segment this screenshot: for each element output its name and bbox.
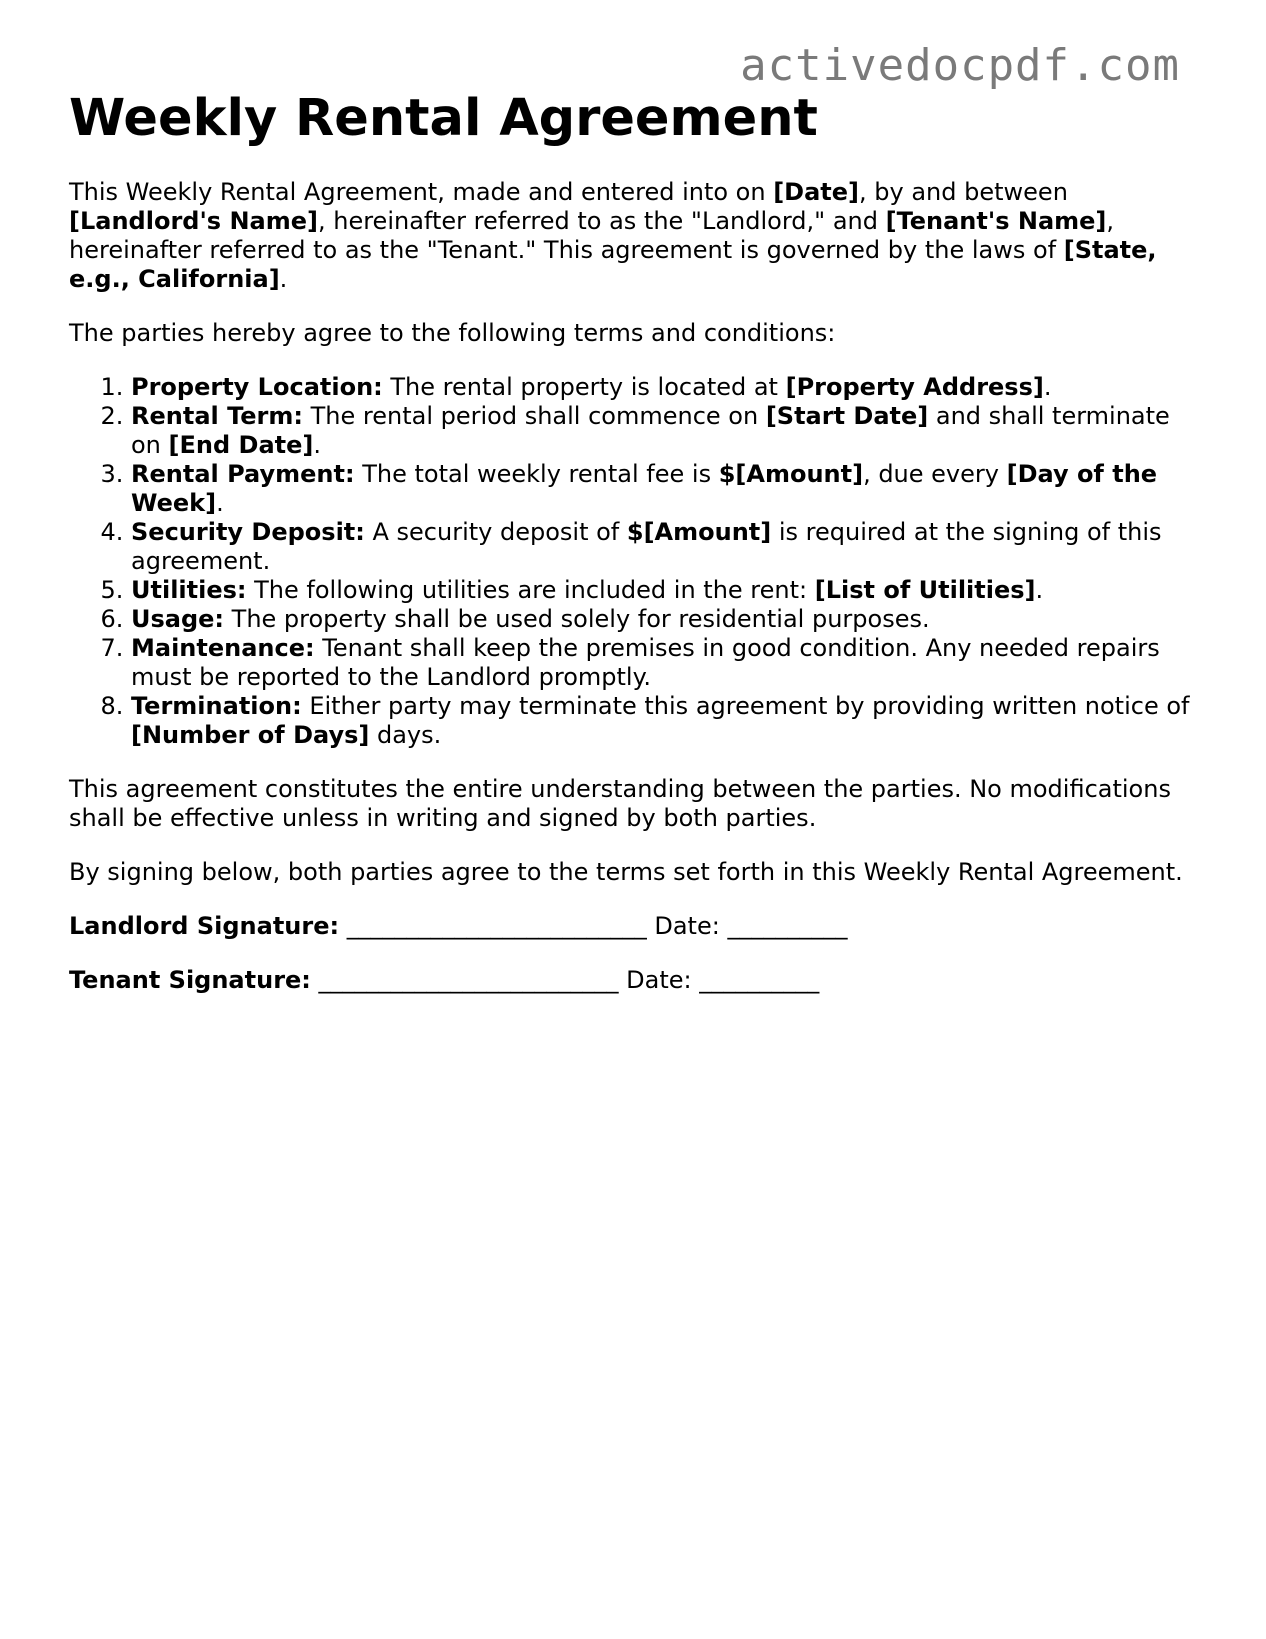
term-label: Utilities: xyxy=(131,576,247,604)
term-placeholder: [Number of Days] xyxy=(131,721,370,749)
date-placeholder: [Date] xyxy=(773,178,860,206)
intro-text: , hereinafter referred to as the "Landlord," and xyxy=(317,207,886,235)
term-placeholder: [List of Utilities] xyxy=(814,576,1036,604)
tenant-date-blank[interactable]: Date: __________ xyxy=(626,966,820,994)
page-title: Weekly Rental Agreement xyxy=(69,89,818,148)
tenant-signature-blank[interactable]: _________________________ xyxy=(310,966,627,994)
term-text: . xyxy=(313,431,321,459)
term-text: The following utilities are included in the rent: xyxy=(246,576,815,604)
term-placeholder: [End Date] xyxy=(168,431,314,459)
term-placeholder: $[Amount] xyxy=(626,518,772,546)
term-text: Either party may terminate this agreement by providing written notice of xyxy=(301,692,1190,720)
state-placeholder: [State, e.g., California] xyxy=(69,236,1157,293)
term-label: Property Location: xyxy=(131,373,383,401)
intro-text: , hereinafter referred to as the "Tenant." This agreement is governed by the laws of xyxy=(69,207,1115,264)
term-rental-term xyxy=(131,402,1199,460)
term-text: . xyxy=(1035,576,1044,604)
term-text: . xyxy=(216,489,224,517)
term-label: Maintenance: xyxy=(131,634,315,662)
terms-lead: The parties hereby agree to the following terms and conditions: xyxy=(69,319,836,347)
term-text: days. xyxy=(369,721,442,749)
tenant-name-placeholder: [Tenant's Name] xyxy=(885,207,1107,235)
term-placeholder: [Day of the Week] xyxy=(131,460,1158,517)
document-body xyxy=(69,86,1199,995)
term-security-deposit xyxy=(131,518,1199,576)
term-label: Security Deposit: xyxy=(131,518,365,546)
term-maintenance xyxy=(131,634,1199,692)
intro-text: This Weekly Rental Agreement, made and entered into on xyxy=(69,178,774,206)
tenant-signature-label: Tenant Signature: xyxy=(69,966,311,994)
term-text: and shall terminate on xyxy=(131,402,1170,459)
tenant-signature-line xyxy=(69,966,1199,995)
term-text: The property shall be used solely for residential purposes. xyxy=(224,605,930,633)
term-placeholder: [Property Address] xyxy=(785,373,1044,401)
term-label: Usage: xyxy=(131,605,225,633)
term-label: Rental Payment: xyxy=(131,460,355,488)
term-usage xyxy=(131,605,1199,634)
term-label: Rental Term: xyxy=(131,402,303,430)
term-text: . xyxy=(1043,373,1052,401)
terms-list xyxy=(69,373,1199,750)
term-label: Termination: xyxy=(131,692,302,720)
landlord-signature-label: Landlord Signature: xyxy=(69,912,340,940)
term-utilities xyxy=(131,576,1199,605)
term-text: Tenant shall keep the premises in good condition. Any needed repairs must be reported to the Landlord promptly. xyxy=(131,634,1160,691)
term-text: The rental property is located at xyxy=(382,373,786,401)
term-rental-payment xyxy=(131,460,1199,518)
term-placeholder: $[Amount] xyxy=(718,460,864,488)
term-placeholder: [Start Date] xyxy=(765,402,929,430)
landlord-name-placeholder: [Landlord's Name] xyxy=(69,207,318,235)
term-termination xyxy=(131,692,1199,750)
intro-text: . xyxy=(279,265,288,293)
intro-text: , by and between xyxy=(859,178,1068,206)
term-text: The rental period shall commence on xyxy=(303,402,766,430)
term-text: The total weekly rental fee is xyxy=(354,460,719,488)
term-text: , due every xyxy=(863,460,1007,488)
intro-paragraph xyxy=(69,178,1199,294)
landlord-date-blank[interactable]: Date: __________ xyxy=(654,912,848,940)
landlord-signature-line xyxy=(69,912,1199,941)
landlord-signature-blank[interactable]: _________________________ xyxy=(339,912,655,940)
watermark: activedocpdf.com xyxy=(740,40,1180,91)
closing-paragraph: This agreement constitutes the entire understanding between the parties. No modifications shall be effective unless in writing and signed by both parties. xyxy=(69,775,1171,832)
term-text: is required at the signing of this agreement. xyxy=(131,518,1162,575)
term-property-location xyxy=(131,373,1199,402)
term-text: A security deposit of xyxy=(364,518,627,546)
signing-statement: By signing below, both parties agree to the terms set forth in this Weekly Rental Agreement. xyxy=(69,858,1183,886)
